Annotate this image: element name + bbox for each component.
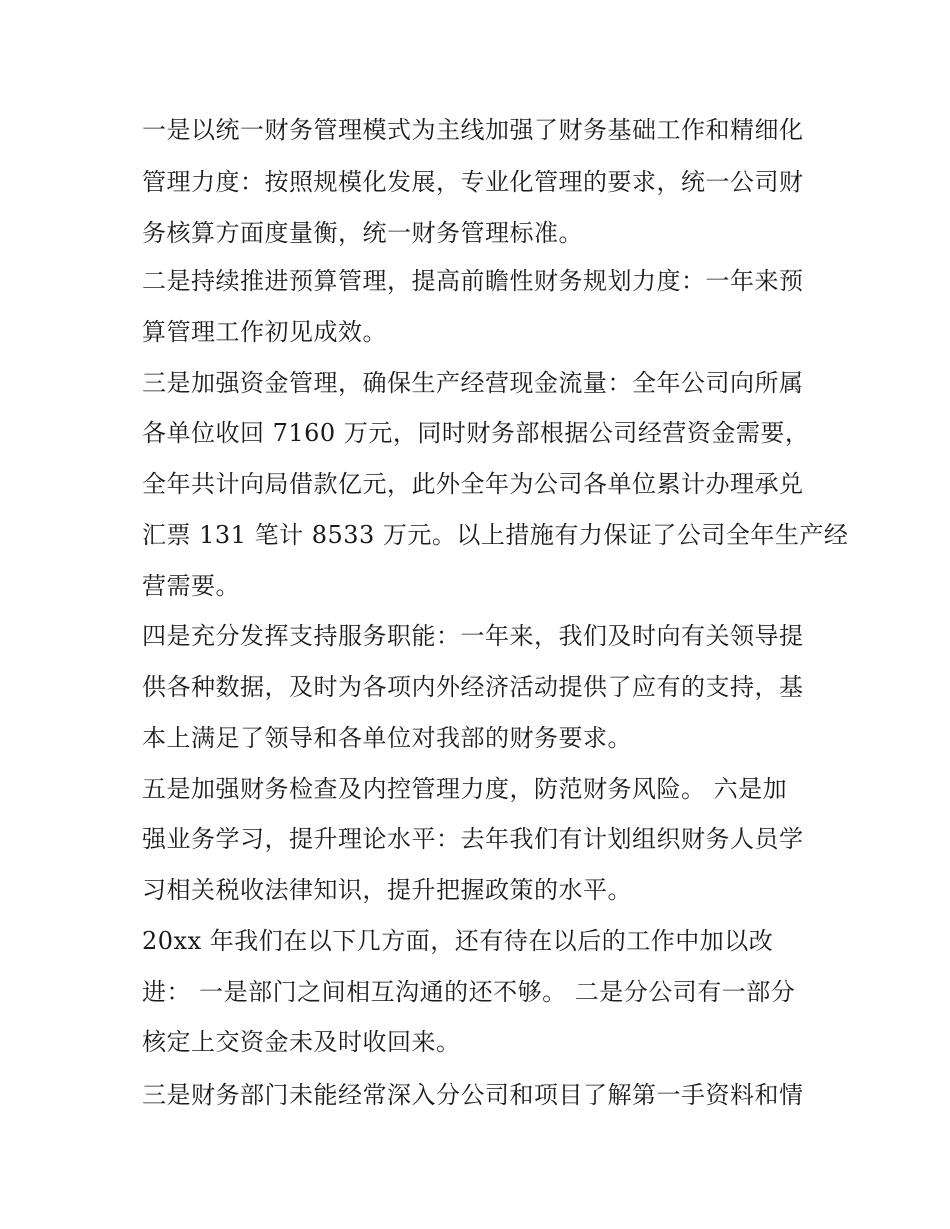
text-line: 习相关税收法律知识，提升把握政策的水平。 xyxy=(142,876,632,904)
text-line: 三是加强资金管理，确保生产经营现金流量：全年公司向所属 xyxy=(142,369,804,397)
text-line: 三是财务部门未能经常深入分公司和项目了解第一手资料和情 xyxy=(142,1081,804,1109)
text-line: 算管理工作初见成效。 xyxy=(142,318,387,346)
text-line: 五是加强财务检查及内控管理力度，防范财务风险。 六是加 xyxy=(142,775,788,803)
text-line: 一是以统一财务管理模式为主线加强了财务基础工作和精细化 xyxy=(142,116,804,144)
text-line: 供各种数据，及时为各项内外经济活动提供了应有的支持，基 xyxy=(142,673,804,701)
text-line: 各单位收回 7160 万元，同时财务部根据公司经营资金需要， xyxy=(142,419,810,447)
text-line: 管理力度：按照规模化发展，专业化管理的要求，统一公司财 xyxy=(142,168,804,196)
text-line: 二是持续推进预算管理，提高前瞻性财务规划力度：一年来预 xyxy=(142,267,804,295)
text-line: 本上满足了领导和各单位对我部的财务要求。 xyxy=(142,724,632,752)
text-line: 汇票 131 笔计 8533 万元。以上措施有力保证了公司全年生产经 xyxy=(142,521,849,549)
text-line: 进： 一是部门之间相互沟通的还不够。 二是分公司有一部分 xyxy=(142,978,796,1006)
text-line: 核定上交资金未及时收回来。 xyxy=(142,1028,461,1056)
text-line: 强业务学习，提升理论水平：去年我们有计划组织财务人员学 xyxy=(142,825,804,853)
text-line: 全年共计向局借款亿元，此外全年为公司各单位累计办理承兑 xyxy=(142,470,804,498)
text-line: 营需要。 xyxy=(142,572,240,600)
text-line: 20xx 年我们在以下几方面，还有待在以后的工作中加以改 xyxy=(142,927,774,955)
text-line: 务核算方面度量衡，统一财务管理标准。 xyxy=(142,219,583,247)
text-line: 四是充分发挥支持服务职能：一年来，我们及时向有关领导提 xyxy=(142,622,804,650)
